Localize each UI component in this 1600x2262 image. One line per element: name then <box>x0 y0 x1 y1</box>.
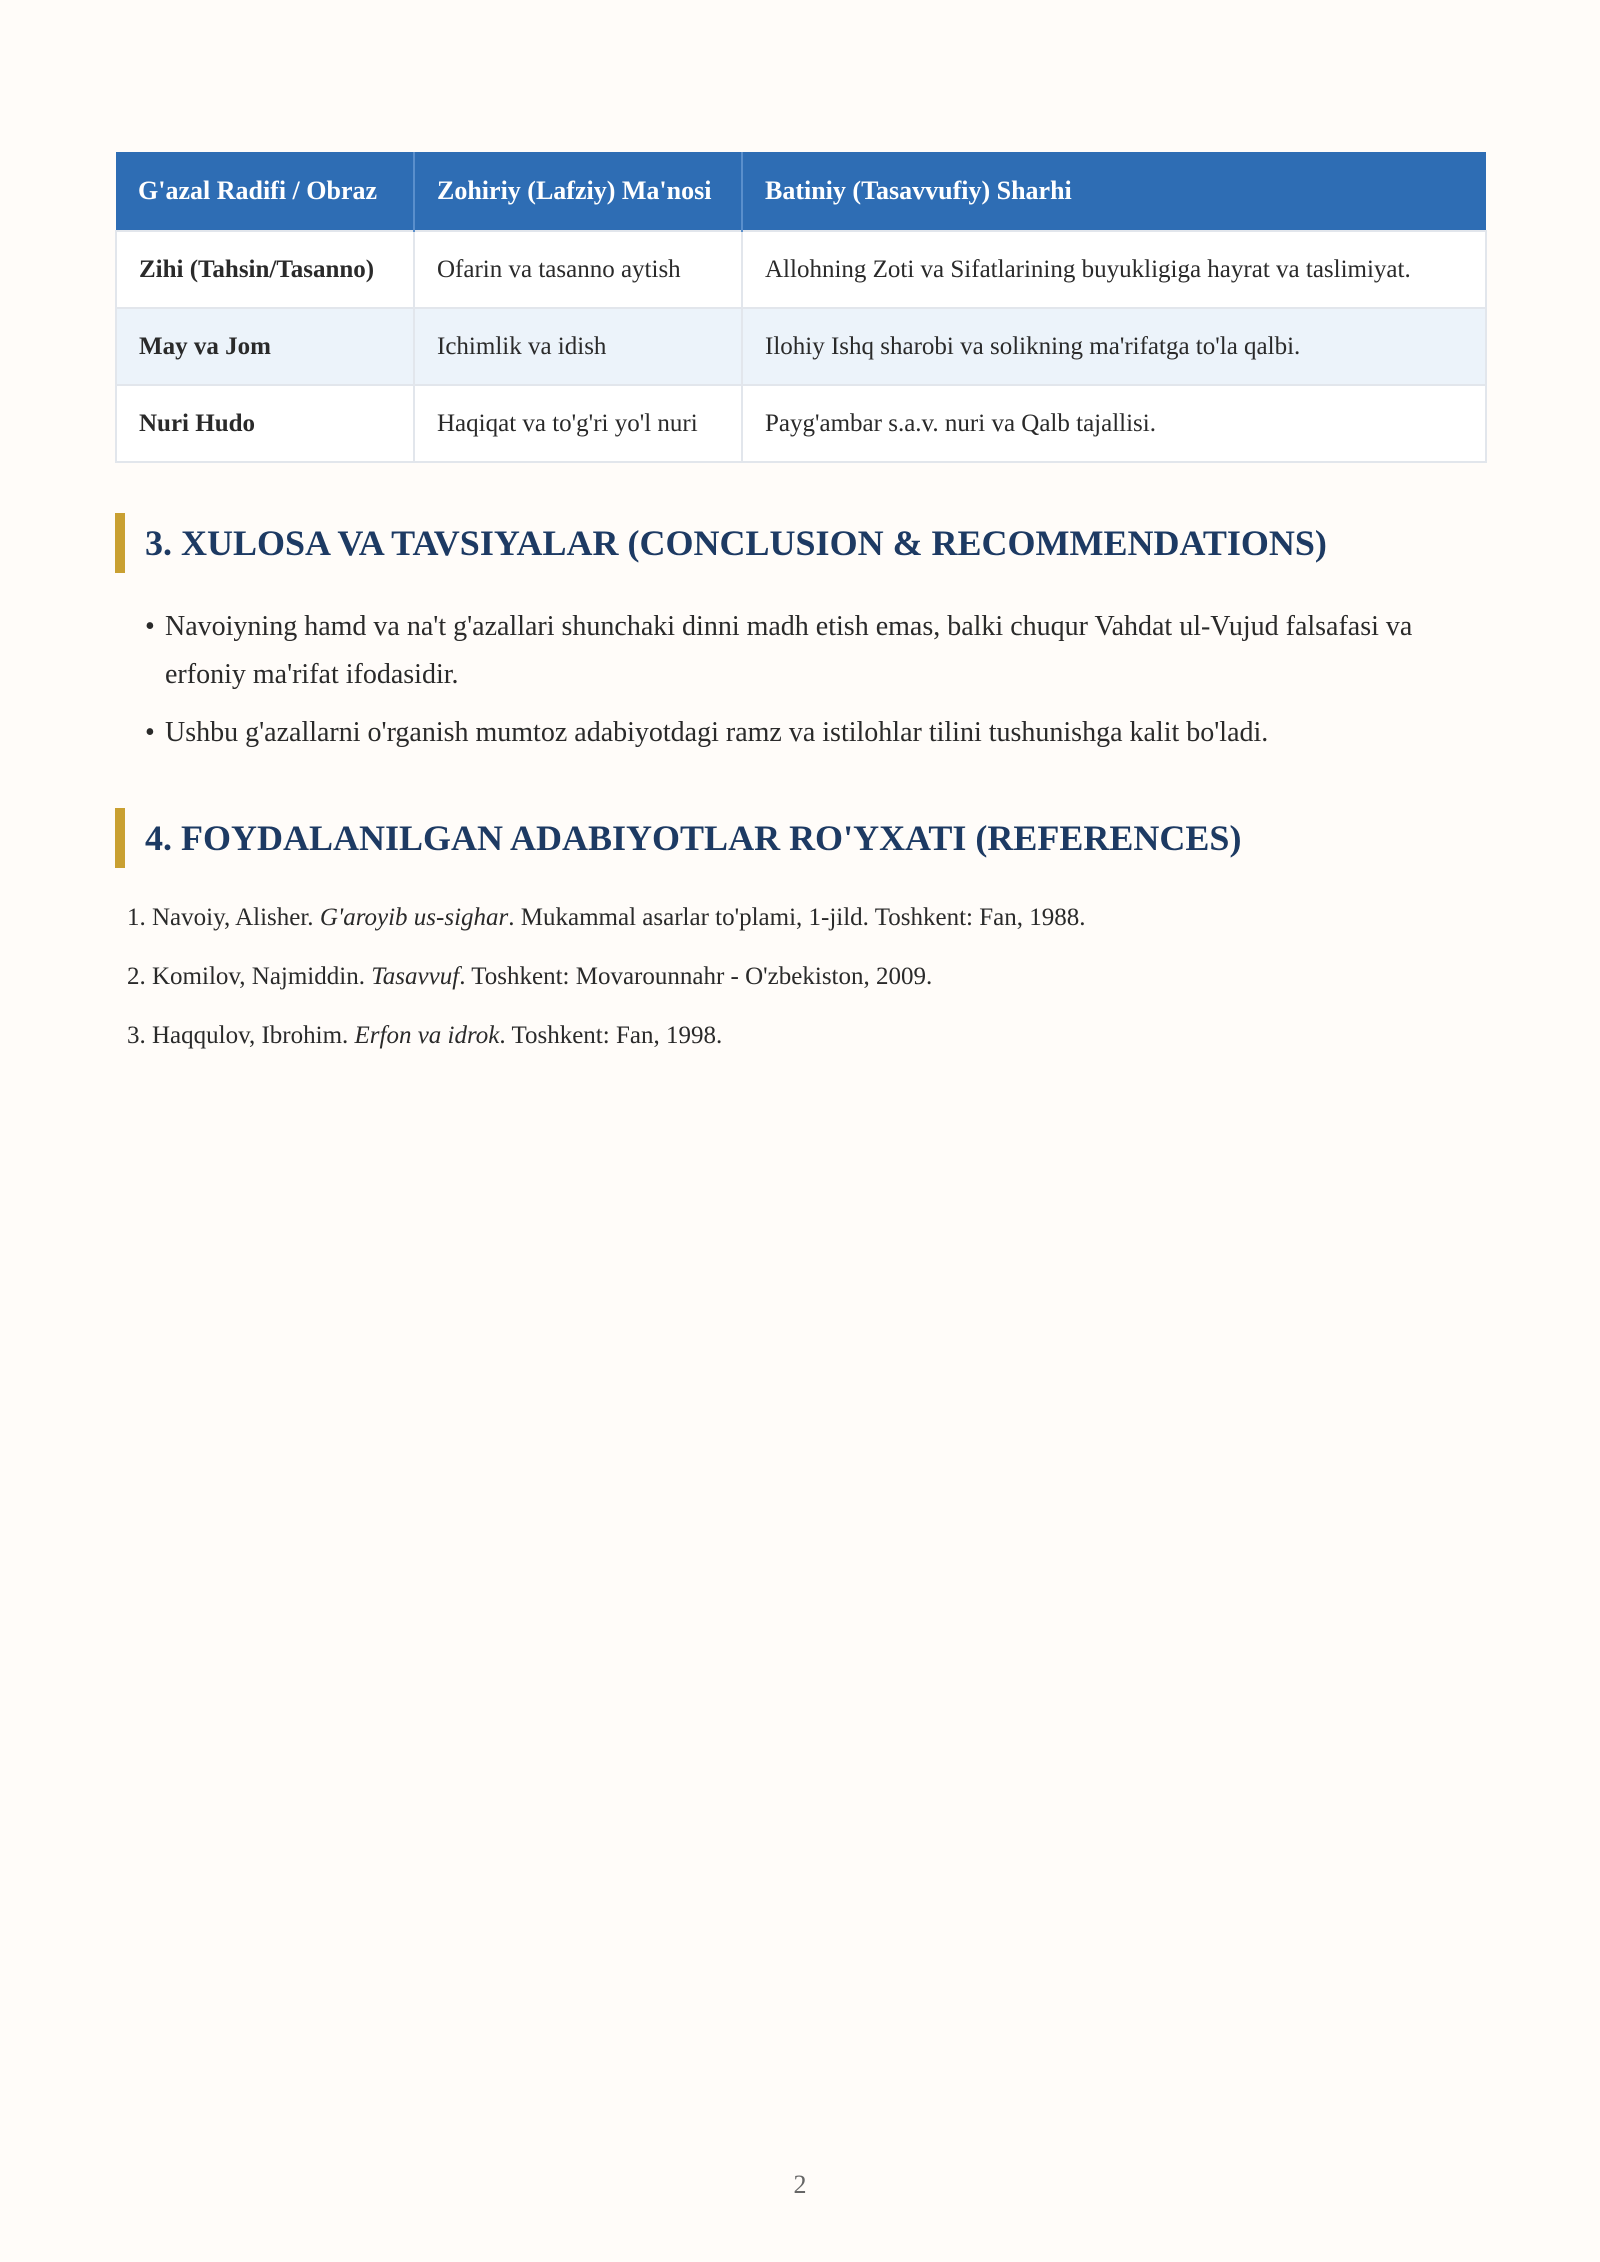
reference-number: 3. <box>127 1022 146 1049</box>
reference-title: Erfon va idrok <box>354 1022 500 1049</box>
section-heading-references: 4. FOYDALANILGAN ADABIYOTLAR RO'YXATI (REFERENCES) <box>115 808 1485 868</box>
table-row <box>116 385 1486 462</box>
reference-item <box>127 1019 1485 1053</box>
reference-number: 2. <box>127 963 146 990</box>
table-cell-term: May va Jom <box>116 308 414 385</box>
table-cell-literal: Ofarin va tasanno aytish <box>414 231 742 308</box>
bullet-marker: • <box>145 611 155 642</box>
reference-details: . Toshkent: Fan, 1998. <box>499 1022 723 1049</box>
table-cell-term: Zihi (Tahsin/Tasanno) <box>116 231 414 308</box>
column-header-zohiriy: Zohiriy (Lafziy) Ma'nosi <box>414 152 742 231</box>
table-cell-mystical: Ilohiy Ishq sharobi va solikning ma'rifatga to'la qalbi. <box>742 308 1486 385</box>
glossary-table <box>115 152 1487 463</box>
list-item <box>145 603 1485 699</box>
table-row <box>116 308 1486 385</box>
reference-title: Tasavvuf <box>371 963 460 990</box>
reference-details: . Mukammal asarlar to'plami, 1-jild. Toshkent: Fan, 1988. <box>508 904 1086 931</box>
references-list <box>115 901 1485 1053</box>
conclusion-list <box>115 603 1485 757</box>
bullet-marker: • <box>145 717 155 748</box>
reference-author: Haqqulov, Ibrohim. <box>152 1022 349 1049</box>
list-item-text: Navoiyning hamd va na't g'azallari shunchaki dinni madh etish emas, balki chuqur Vahdat ul-Vujud falsafasi va erfoniy ma'rifat ifodasidir. <box>165 611 1413 690</box>
table-cell-literal: Haqiqat va to'g'ri yo'l nuri <box>414 385 742 462</box>
table-row <box>116 231 1486 308</box>
table-header-row <box>116 152 1486 231</box>
section-heading-conclusion: 3. XULOSA VA TAVSIYALAR (CONCLUSION & RECOMMENDATIONS) <box>115 513 1485 573</box>
table-cell-term: Nuri Hudo <box>116 385 414 462</box>
reference-author: Komilov, Najmiddin. <box>152 963 365 990</box>
reference-item <box>127 901 1485 935</box>
list-item-text: Ushbu g'azallarni o'rganish mumtoz adabiyotdagi ramz va istilohlar tilini tushunishga kalit bo'ladi. <box>165 717 1269 748</box>
reference-item <box>127 960 1485 994</box>
list-item <box>145 709 1485 757</box>
table-cell-literal: Ichimlik va idish <box>414 308 742 385</box>
page-number: 2 <box>793 2170 807 2199</box>
document-page <box>115 152 1485 1078</box>
column-header-radif: G'azal Radifi / Obraz <box>116 152 414 231</box>
table-cell-mystical: Allohning Zoti va Sifatlarining buyukligiga hayrat va taslimiyat. <box>742 231 1486 308</box>
reference-details: . Toshkent: Movarounnahr - O'zbekiston, 2009. <box>459 963 933 990</box>
reference-title: G'aroyib us-sighar <box>319 904 509 931</box>
reference-author: Navoiy, Alisher. <box>152 904 314 931</box>
table-cell-mystical: Payg'ambar s.a.v. nuri va Qalb tajallisi. <box>742 385 1486 462</box>
column-header-batiniy: Batiniy (Tasavvufiy) Sharhi <box>742 152 1486 231</box>
reference-number: 1. <box>127 904 146 931</box>
